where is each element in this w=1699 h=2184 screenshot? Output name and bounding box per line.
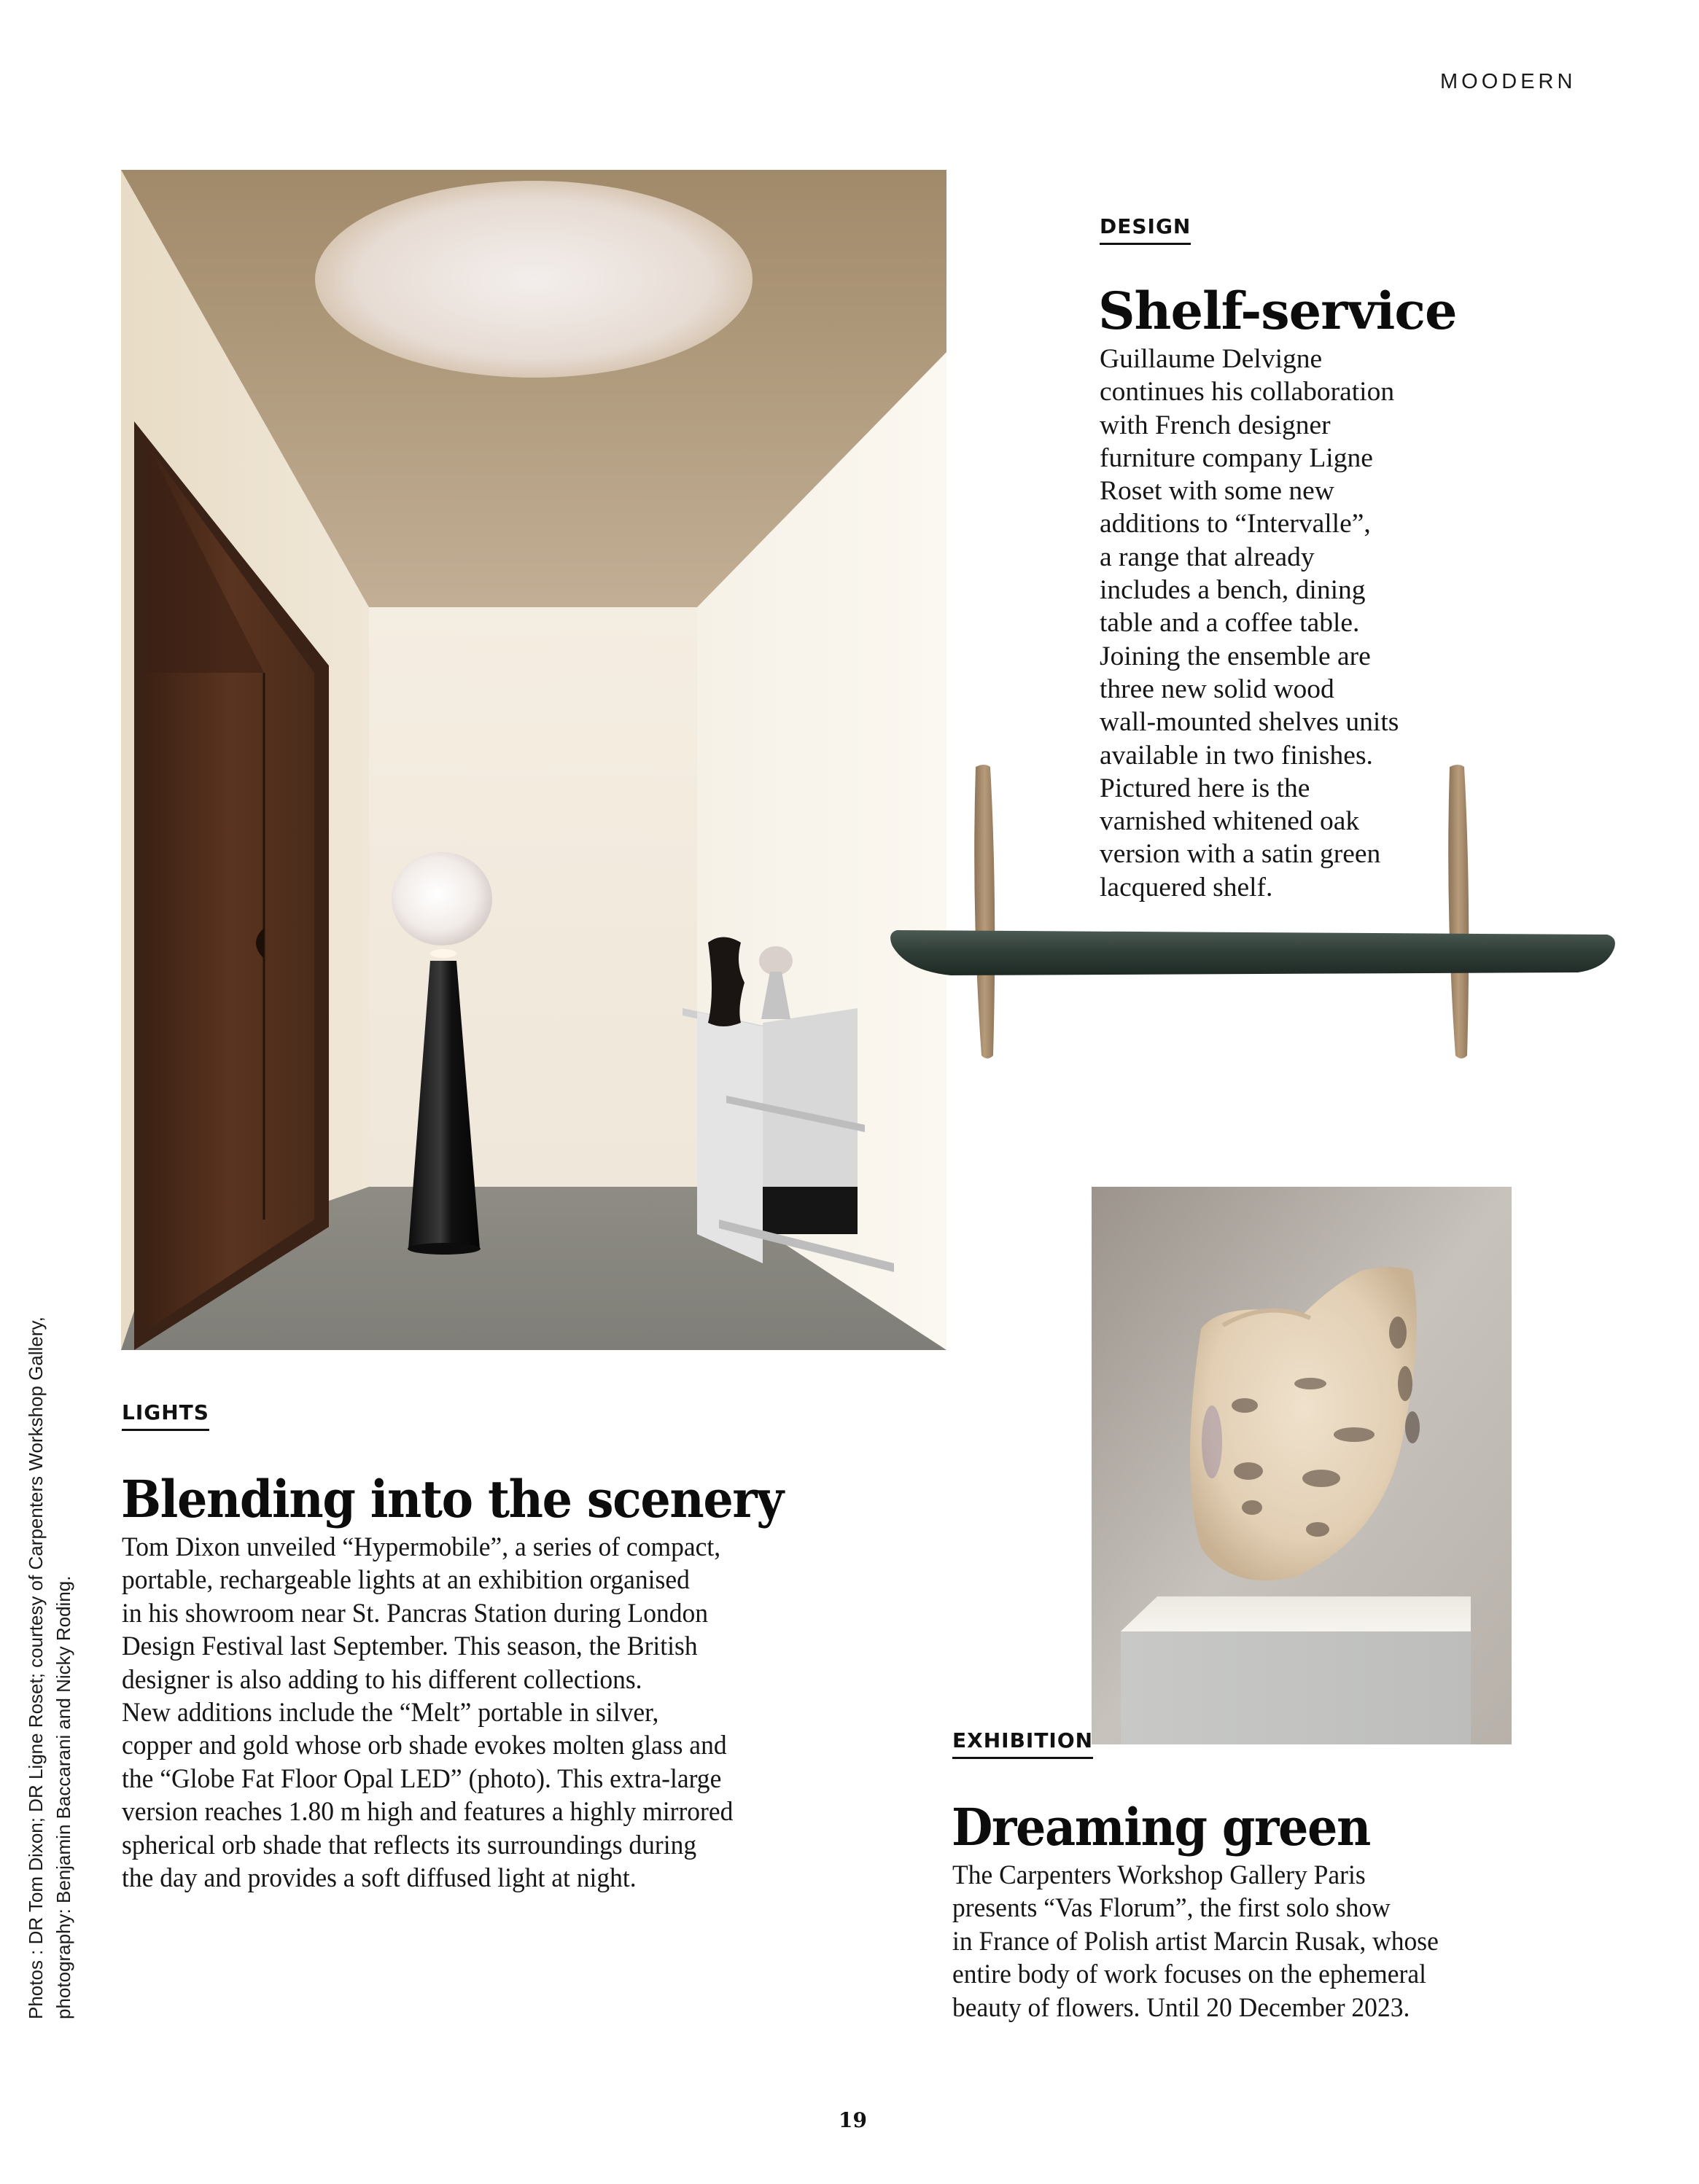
shelf-upright-right: [1448, 765, 1469, 1058]
body-line: three new solid wood: [1100, 674, 1334, 704]
credit-line: Photos : DR Tom Dixon; DR Ligne Roset; courtesy of Carpenters Workshop Gallery,: [25, 1317, 47, 2019]
design-body: [1100, 343, 1399, 904]
body-line: Roset with some new: [1100, 476, 1334, 507]
body-line: entire body of work focuses on the ephemeral: [952, 1959, 1426, 1990]
body-line: furniture company Ligne: [1100, 442, 1373, 473]
body-line: includes a bench, dining: [1100, 575, 1366, 606]
shelf-upright-left: [974, 765, 995, 1058]
body-line: table and a coffee table.: [1100, 608, 1360, 639]
body-line: varnished whitened oak: [1100, 806, 1360, 837]
photo-credit: [22, 1196, 77, 2019]
lights-body: [122, 1531, 733, 1895]
body-line: Design Festival last September. This season, the British: [122, 1631, 698, 1662]
body-line: the “Globe Fat Floor Opal LED” (photo). This extra-large: [122, 1763, 722, 1794]
lights-headline: Blending into the scenery: [121, 1469, 783, 1529]
body-line: wall-mounted shelves units: [1100, 707, 1399, 738]
body-line: copper and gold whose orb shade evokes molten glass and: [122, 1731, 727, 1761]
shelf-board: [890, 930, 1615, 975]
running-head: MOODERN: [1440, 70, 1576, 93]
body-line: the day and provides a soft diffused light at night.: [122, 1863, 637, 1894]
body-line: with French designer: [1100, 410, 1331, 440]
body-line: additions to “Intervalle”,: [1100, 509, 1371, 539]
lights-section: [122, 1402, 209, 1431]
design-kicker: DESIGN: [1100, 216, 1191, 245]
page-number: 19: [839, 2108, 867, 2132]
body-line: Pictured here is the: [1100, 773, 1310, 803]
credit-line: photography: Benjamin Baccarani and Nicky Roding.: [53, 1575, 74, 2019]
exhibition-headline: Dreaming green: [952, 1797, 1370, 1857]
vas-florum-vase-photo: [1092, 1187, 1512, 1744]
body-line: spherical orb shade that reflects its surroundings during: [122, 1830, 697, 1860]
body-line: continues his collaboration: [1100, 377, 1395, 407]
body-line: The Carpenters Workshop Gallery Paris: [952, 1860, 1366, 1890]
body-line: beauty of flowers. Until 20 December 2023.: [952, 1992, 1410, 2023]
body-line: Guillaume Delvigne: [1100, 344, 1323, 374]
design-section: [1100, 216, 1191, 245]
exhibition-section: [952, 1730, 1093, 1759]
body-line: Joining the ensemble are: [1100, 641, 1371, 671]
body-line: lacquered shelf.: [1100, 872, 1273, 902]
body-line: Tom Dixon unveiled “Hypermobile”, a series of compact,: [122, 1532, 721, 1562]
body-line: a range that already: [1100, 542, 1315, 572]
body-line: in France of Polish artist Marcin Rusak, whose: [952, 1926, 1439, 1957]
body-line: presents “Vas Florum”, the first solo show: [952, 1893, 1391, 1924]
exhibition-body: [952, 1859, 1439, 2024]
body-line: designer is also adding to his different collections.: [122, 1664, 642, 1695]
body-line: in his showroom near St. Pancras Station during London: [122, 1598, 709, 1629]
body-line: New additions include the “Melt” portable in silver,: [122, 1698, 659, 1728]
body-line: version reaches 1.80 m high and features a highly mirrored: [122, 1797, 734, 1828]
design-headline: Shelf-service: [1098, 281, 1457, 341]
exhibition-kicker: EXHIBITION: [952, 1730, 1093, 1759]
room-lamp-photo: [121, 170, 946, 1350]
lights-kicker: LIGHTS: [122, 1402, 209, 1431]
body-line: version with a satin green: [1100, 839, 1381, 870]
body-line: available in two finishes.: [1100, 740, 1373, 771]
body-line: portable, rechargeable lights at an exhibition organised: [122, 1565, 690, 1596]
